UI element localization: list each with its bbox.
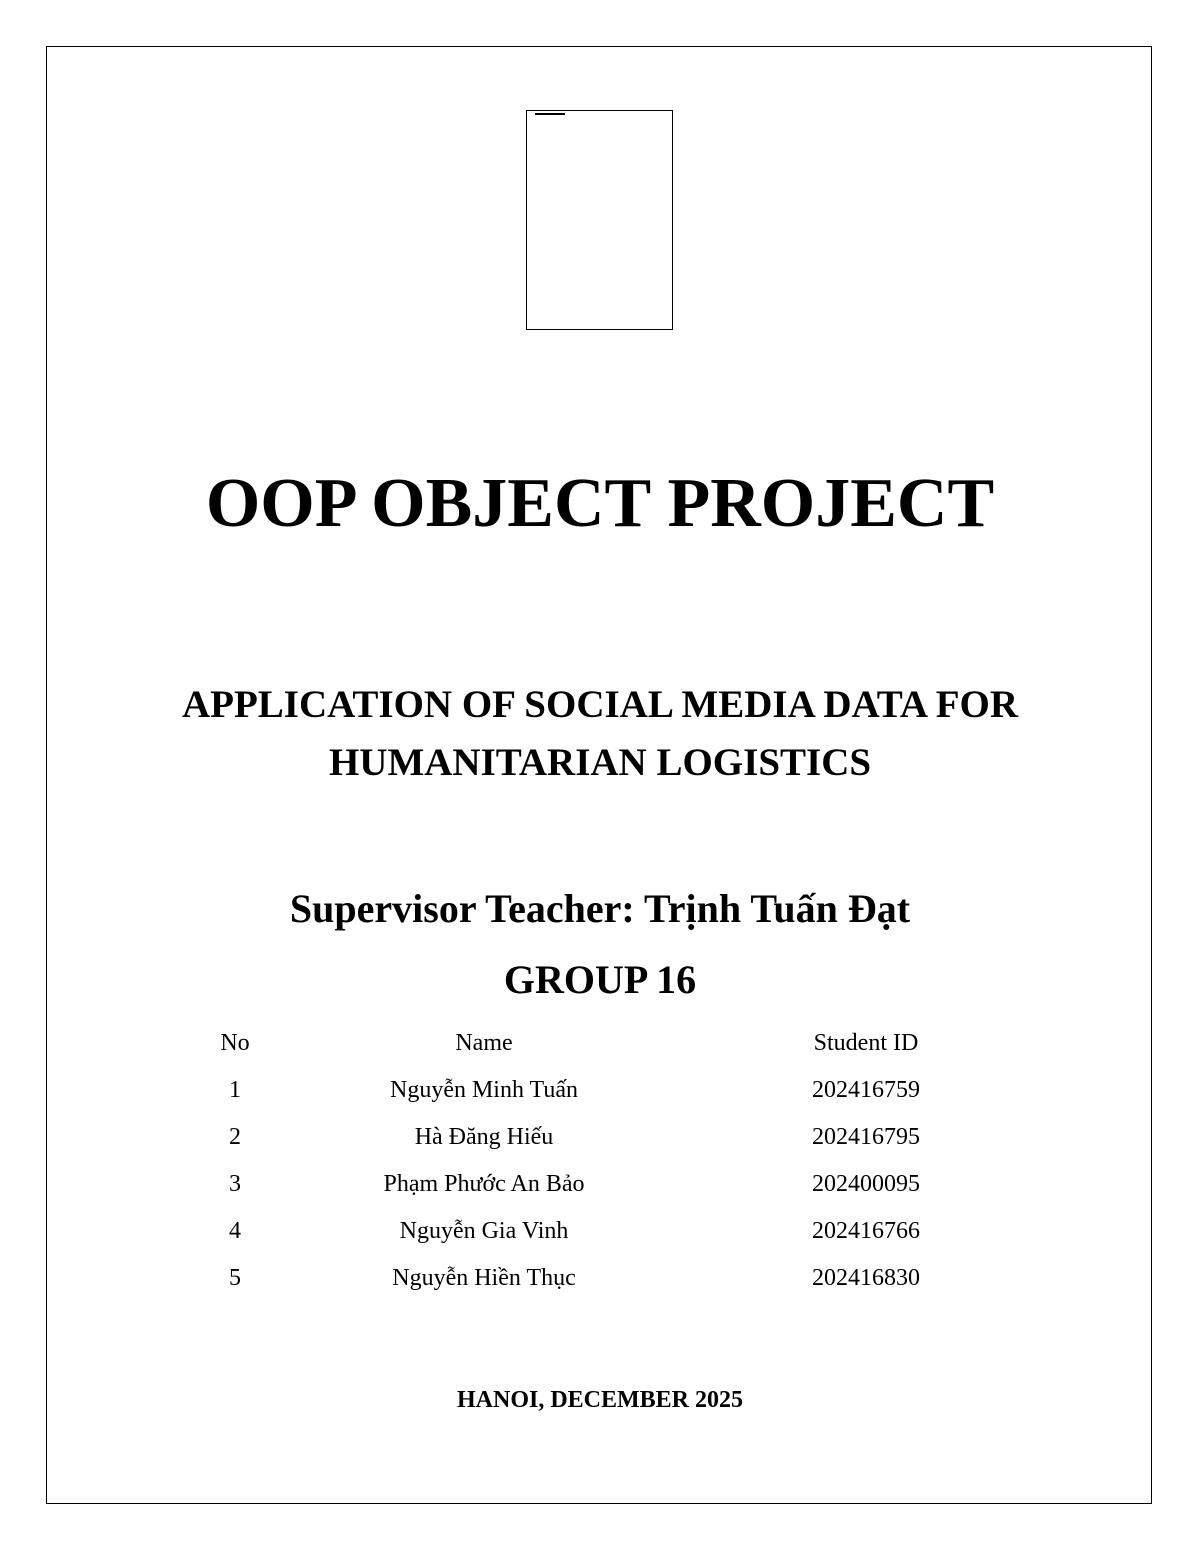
table-row bbox=[0, 1212, 1200, 1259]
member-name: Nguyễn Hiền Thục bbox=[392, 1265, 576, 1291]
header-no: No bbox=[220, 1030, 250, 1056]
table-row bbox=[0, 1259, 1200, 1306]
page-title: OOP OBJECT PROJECT bbox=[205, 465, 995, 542]
table-row bbox=[0, 1165, 1200, 1212]
header-name: Name bbox=[455, 1030, 513, 1056]
member-student-id: 202416759 bbox=[812, 1077, 920, 1103]
member-name: Hà Đăng Hiếu bbox=[414, 1124, 554, 1150]
member-student-id: 202416830 bbox=[812, 1265, 920, 1291]
member-student-id: 202400095 bbox=[812, 1171, 920, 1197]
member-no: 3 bbox=[229, 1171, 241, 1197]
place-date: HANOI, DECEMBER 2025 bbox=[456, 1387, 744, 1413]
table-row bbox=[0, 1118, 1200, 1165]
member-student-id: 202416795 bbox=[812, 1124, 920, 1150]
member-name: Nguyễn Minh Tuấn bbox=[389, 1077, 579, 1103]
member-no: 1 bbox=[229, 1077, 241, 1103]
table-header-row bbox=[0, 1024, 1200, 1071]
logo-placeholder bbox=[526, 110, 673, 330]
member-no: 5 bbox=[229, 1265, 241, 1291]
member-no: 2 bbox=[229, 1124, 241, 1150]
member-name: Nguyễn Gia Vinh bbox=[399, 1218, 569, 1244]
supervisor-line: Supervisor Teacher: Trịnh Tuấn Đạt bbox=[289, 886, 911, 931]
header-student-id: Student ID bbox=[813, 1030, 919, 1056]
member-name: Phạm Phước An Bảo bbox=[383, 1171, 585, 1197]
logo-mark bbox=[535, 113, 565, 115]
table-row bbox=[0, 1071, 1200, 1118]
group-heading: GROUP 16 bbox=[503, 957, 697, 1002]
member-student-id: 202416766 bbox=[812, 1218, 920, 1244]
subtitle-line-1: APPLICATION OF SOCIAL MEDIA DATA FOR bbox=[181, 683, 1019, 726]
project-subtitle bbox=[0, 676, 1200, 792]
members-table bbox=[0, 1024, 1200, 1306]
subtitle-line-2: HUMANITARIAN LOGISTICS bbox=[328, 741, 872, 784]
member-no: 4 bbox=[229, 1218, 241, 1244]
